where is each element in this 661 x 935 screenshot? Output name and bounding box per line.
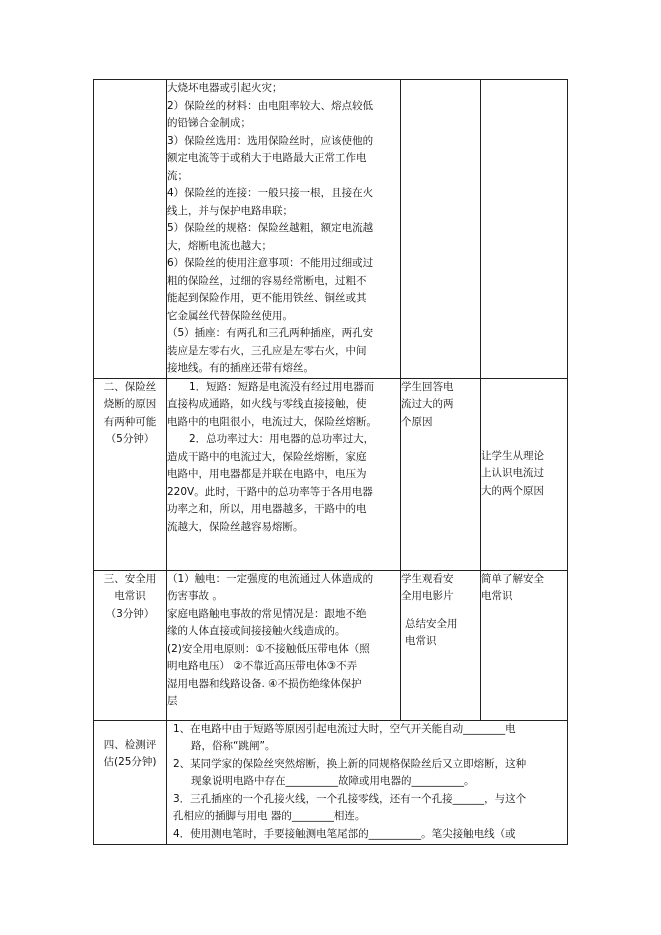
section-heading: 烧断的原因: [103, 398, 157, 410]
content-line: 直接构成通路，如火线与零线直接接触，使: [167, 398, 367, 410]
section-duration: （5分钟）: [105, 433, 155, 445]
assessment-questions-cell: [167, 720, 568, 844]
activity-line: 学生观看安: [401, 572, 454, 585]
student-activity-cell: [401, 80, 481, 379]
question-line: 1、在电路中由于短路等原因引起电流过大时，空气开关能自动________电: [173, 722, 516, 735]
question-line: 路，俗称“跳闸”。: [191, 740, 276, 752]
content-line: 能起到保险作用，更不能用铁丝、铜丝或其: [167, 292, 367, 304]
section-duration: 估(25分钟): [103, 756, 157, 768]
section-heading: 二、保险丝: [103, 380, 157, 393]
content-line: 额定电流等于或稍大于电路最大正常工作电: [167, 152, 367, 164]
student-activity-cell: [401, 378, 481, 570]
intent-line: 大的两个原因: [481, 484, 544, 497]
content-cell: [167, 570, 401, 720]
content-cell: [167, 378, 401, 570]
question-line: 孔相应的插脚与用电 器的________相连。: [173, 810, 366, 822]
content-line: 层: [167, 695, 178, 707]
activity-line: 学生回答电: [401, 380, 454, 393]
content-cell: [167, 80, 401, 379]
content-line: 大烧坏电器或引起火灾；: [167, 82, 283, 94]
content-line: （5）插座：有两孔和三孔两种插座，两孔安: [167, 327, 374, 339]
question-line: 现象说明电路中存在__________故障或用电器的__________。: [191, 775, 475, 787]
section-heading: 四、检测评: [103, 738, 157, 751]
intent-line: 让学生从理论: [481, 449, 544, 462]
activity-line: 全用电影片: [401, 590, 454, 602]
section-heading: 电常识: [114, 590, 146, 602]
question-line: 4．使用测电笔时，手要接触测电笔尾部的__________。笔尖接触电线（或: [173, 827, 516, 840]
content-line: 粗的保险丝，过细的容易经常断电，过粗不: [167, 274, 367, 287]
activity-line: 个原因: [401, 415, 433, 428]
content-line: 功率之和，所以，用电器越多，干路中的电: [167, 503, 367, 515]
section-heading-cell: [94, 570, 167, 720]
content-line: 6）保险丝的使用注意事项：不能用过细或过: [167, 257, 374, 269]
activity-line: [401, 606, 480, 616]
content-line: 2）保险丝的材料：由电阻率较大、熔点较低: [167, 99, 374, 112]
section-heading-cell: [94, 720, 167, 844]
content-line: 伤害事故 。: [167, 590, 223, 602]
student-activity-cell: [401, 570, 481, 720]
content-line: 接地线。有的插座还带有熔丝。: [167, 362, 314, 374]
intent-line: 电常识: [481, 590, 513, 602]
content-line: 电路中的电阻很小，电流过大，保险丝熔断。: [167, 415, 377, 428]
activity-line: 总结安全用: [405, 617, 458, 630]
design-intent-cell: [481, 570, 568, 720]
intent-line: 简单了解安全: [481, 572, 544, 585]
intent-line: 上认识电流过: [481, 467, 544, 480]
content-line: 湿用电器和线路设备. ④不损伤绝缘体保护: [167, 677, 362, 690]
table-row: [94, 720, 568, 844]
table-row: [94, 570, 568, 720]
content-line: 3）保险丝选用：选用保险丝时，应该使他的: [167, 134, 374, 147]
content-line: 流；: [167, 169, 188, 182]
question-line: 2、某同学家的保险丝突然熔断，换上新的同规格保险丝后又立即熔断，这种: [173, 757, 527, 770]
content-line: （1）触电：一定强度的电流通过人体造成的: [167, 572, 374, 585]
table-row: [94, 80, 568, 379]
content-line: 的铅锑合金制成；: [167, 117, 251, 129]
content-line: 1．短路：短路是电流没有经过用电器而: [189, 380, 375, 393]
design-intent-cell: [481, 80, 568, 379]
section-heading: 三、安全用: [103, 572, 157, 585]
content-line: 220V。此时，干路中的总功率等于各用电器: [167, 485, 373, 498]
content-line: (2)安全用电原则：①不接触低压带电体（照: [167, 642, 370, 655]
section-heading-cell: [94, 378, 167, 570]
content-line: 它金属丝代替保险丝使用。: [167, 309, 293, 322]
activity-line: 电常识: [405, 635, 437, 647]
content-line: 线上，并与保护电路串联；: [167, 204, 293, 217]
content-line: 家庭电路触电事故的常见情况是：跟地不绝: [167, 607, 367, 620]
content-line: 流越大，保险丝越容易熔断。: [167, 520, 304, 533]
section-heading: 有两种可能: [103, 415, 157, 428]
content-line: 造成干路中的电流过大，保险丝熔断，家庭: [167, 450, 367, 463]
content-line: 2．总功率过大：用电器的总功率过大，: [189, 433, 375, 445]
table-row: [94, 378, 568, 570]
content-line: 电路中，用电器都是并联在电路中，电压为: [167, 468, 367, 480]
design-intent-cell: [481, 378, 568, 570]
content-line: 缘的人体直接或间接接触火线造成的。: [167, 625, 346, 637]
question-line: 3．三孔插座的一个孔接火线，一个孔接零线，还有一个孔接______，与这个: [173, 792, 527, 805]
section-duration: （3分钟）: [105, 607, 155, 620]
content-line: 大，熔断电流也越大；: [167, 239, 272, 252]
section-heading-cell: [94, 80, 167, 379]
content-line: 明电路电压） ②不靠近高压带电体③不弄: [167, 660, 358, 672]
content-line: 4）保险丝的连接：一般只接一根，且接在火: [167, 187, 374, 199]
content-line: 装应是左零右火，三孔应是左零右火，中间: [167, 344, 367, 357]
content-line: 5）保险丝的规格：保险丝越粗，额定电流越: [167, 222, 374, 234]
activity-line: 流过大的两: [401, 398, 454, 410]
lesson-plan-table: [93, 79, 568, 845]
